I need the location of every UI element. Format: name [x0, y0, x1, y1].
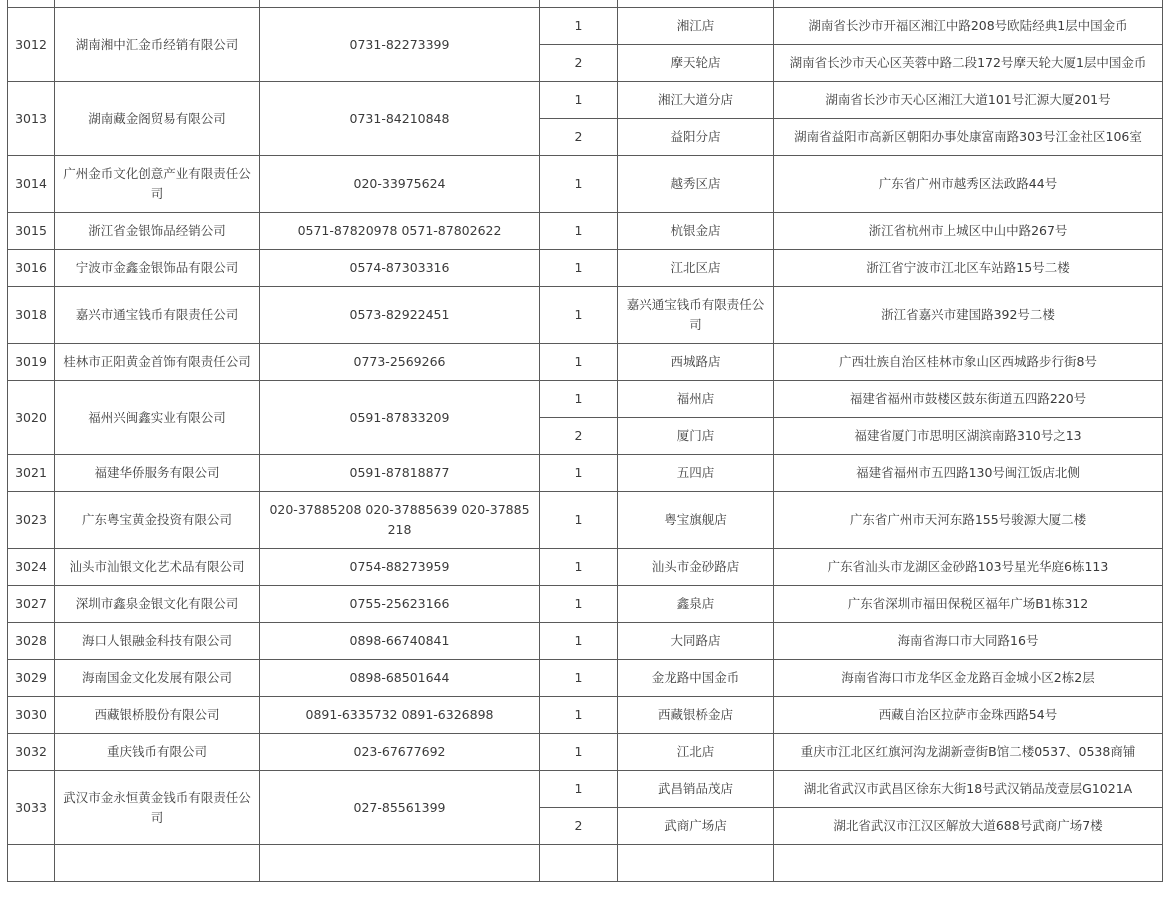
dealer-id-cell: 3015 [8, 213, 55, 250]
company-name-cell: 桂林市正阳黄金首饰有限责任公司 [55, 344, 260, 381]
phone-cell: 0755-25623166 [260, 586, 540, 623]
company-name-cell: 武汉市金永恒黄金钱币有限责任公司 [55, 771, 260, 845]
store-name-cell: 越秀区店 [618, 156, 774, 213]
store-address-cell: 广东省广州市越秀区法政路44号 [774, 156, 1163, 213]
dealer-id-cell: 3030 [8, 697, 55, 734]
store-address-cell: 浙江省宁波市江北区车站路15号二楼 [774, 250, 1163, 287]
table-row [8, 156, 1163, 213]
table-row [8, 82, 1163, 119]
store-number-cell: 2 [540, 45, 618, 82]
dealer-id-cell: 3023 [8, 492, 55, 549]
store-name-cell: 江北区店 [618, 250, 774, 287]
table-row-partial [8, 845, 1163, 882]
store-number-cell: 1 [540, 287, 618, 344]
company-name-cell: 福建华侨服务有限公司 [55, 455, 260, 492]
dealer-id-cell: 3016 [8, 250, 55, 287]
store-number-cell: 1 [540, 156, 618, 213]
table-row [8, 250, 1163, 287]
dealer-id-cell: 3028 [8, 623, 55, 660]
phone-cell: 0591-87818877 [260, 455, 540, 492]
store-name-cell: 摩天轮店 [618, 45, 774, 82]
store-address-cell: 广西壮族自治区桂林市象山区西城路步行街8号 [774, 344, 1163, 381]
store-name-cell: 益阳分店 [618, 119, 774, 156]
store-number-cell: 1 [540, 623, 618, 660]
table-row [8, 586, 1163, 623]
dealer-table [7, 0, 1163, 882]
store-number-cell: 1 [540, 82, 618, 119]
company-name-cell: 浙江省金银饰品经销公司 [55, 213, 260, 250]
store-name-cell: 武商广场店 [618, 808, 774, 845]
store-address-cell: 湖北省武汉市江汉区解放大道688号武商广场7楼 [774, 808, 1163, 845]
store-name-cell: 金龙路中国金币 [618, 660, 774, 697]
table-row [8, 381, 1163, 418]
store-number-cell: 1 [540, 697, 618, 734]
store-number-cell: 1 [540, 660, 618, 697]
phone-cell: 0731-82273399 [260, 8, 540, 82]
phone-cell: 023-67677692 [260, 734, 540, 771]
store-address-cell: 湖南省长沙市开福区湘江中路208号欧陆经典1层中国金币 [774, 8, 1163, 45]
store-address-cell: 重庆市江北区红旗河沟龙湖新壹街B馆二楼0537、0538商铺 [774, 734, 1163, 771]
table-row [8, 455, 1163, 492]
store-number-cell: 1 [540, 771, 618, 808]
dealer-id-cell: 3021 [8, 455, 55, 492]
store-number-cell: 1 [540, 8, 618, 45]
store-number-cell: 1 [540, 492, 618, 549]
store-number-cell: 1 [540, 344, 618, 381]
table-row [8, 697, 1163, 734]
table-row [8, 492, 1163, 549]
empty-cell [540, 845, 618, 882]
table-row [8, 549, 1163, 586]
phone-cell: 020-37885208 020-37885639 020-37885218 [260, 492, 540, 549]
store-number-cell: 2 [540, 418, 618, 455]
company-name-cell: 深圳市鑫泉金银文化有限公司 [55, 586, 260, 623]
store-name-cell: 汕头市金砂路店 [618, 549, 774, 586]
dealer-id-cell: 3027 [8, 586, 55, 623]
phone-cell: 0898-68501644 [260, 660, 540, 697]
store-address-cell: 广东省汕头市龙湖区金砂路103号星光华庭6栋113 [774, 549, 1163, 586]
store-number-cell: 1 [540, 455, 618, 492]
phone-cell: 020-33975624 [260, 156, 540, 213]
company-name-cell: 湖南藏金阁贸易有限公司 [55, 82, 260, 156]
empty-cell [260, 845, 540, 882]
company-name-cell: 重庆钱币有限公司 [55, 734, 260, 771]
store-name-cell: 西藏银桥金店 [618, 697, 774, 734]
store-name-cell: 西城路店 [618, 344, 774, 381]
dealer-id-cell: 3024 [8, 549, 55, 586]
store-name-cell: 嘉兴通宝钱币有限责任公司 [618, 287, 774, 344]
empty-cell [618, 845, 774, 882]
store-number-cell: 1 [540, 250, 618, 287]
store-address-cell: 浙江省嘉兴市建国路392号二楼 [774, 287, 1163, 344]
empty-cell [774, 845, 1163, 882]
store-address-cell: 海南省海口市龙华区金龙路百金城小区2栋2层 [774, 660, 1163, 697]
phone-cell: 0754-88273959 [260, 549, 540, 586]
company-name-cell: 广东粤宝黄金投资有限公司 [55, 492, 260, 549]
store-name-cell: 湘江店 [618, 8, 774, 45]
store-address-cell: 浙江省杭州市上城区中山中路267号 [774, 213, 1163, 250]
empty-cell [55, 845, 260, 882]
store-number-cell: 1 [540, 549, 618, 586]
dealer-id-cell: 3032 [8, 734, 55, 771]
company-name-cell: 宁波市金鑫金银饰品有限公司 [55, 250, 260, 287]
store-address-cell: 广东省广州市天河东路155号骏源大厦二楼 [774, 492, 1163, 549]
store-address-cell: 福建省厦门市思明区湖滨南路310号之13 [774, 418, 1163, 455]
table-row-partial [8, 0, 1163, 8]
store-name-cell: 五四店 [618, 455, 774, 492]
company-name-cell: 广州金币文化创意产业有限责任公司 [55, 156, 260, 213]
table-row [8, 660, 1163, 697]
table-row [8, 623, 1163, 660]
company-name-cell: 西藏银桥股份有限公司 [55, 697, 260, 734]
store-name-cell: 杭银金店 [618, 213, 774, 250]
store-address-cell: 西藏自治区拉萨市金珠西路54号 [774, 697, 1163, 734]
store-number-cell: 2 [540, 119, 618, 156]
store-name-cell: 湘江大道分店 [618, 82, 774, 119]
phone-cell: 027-85561399 [260, 771, 540, 845]
table-row [8, 771, 1163, 808]
dealer-id-cell: 3020 [8, 381, 55, 455]
table-row [8, 344, 1163, 381]
empty-cell [8, 845, 55, 882]
store-name-cell: 武昌销品茂店 [618, 771, 774, 808]
store-address-cell: 福建省福州市鼓楼区鼓东街道五四路220号 [774, 381, 1163, 418]
company-name-cell: 海口人银融金科技有限公司 [55, 623, 260, 660]
phone-cell: 0891-6335732 0891-6326898 [260, 697, 540, 734]
store-address-cell: 湖南省长沙市天心区湘江大道101号汇源大厦201号 [774, 82, 1163, 119]
store-number-cell: 1 [540, 586, 618, 623]
store-address-cell: 湖南省长沙市天心区芙蓉中路二段172号摩天轮大厦1层中国金币 [774, 45, 1163, 82]
dealer-id-cell: 3018 [8, 287, 55, 344]
company-name-cell: 湖南湘中汇金币经销有限公司 [55, 8, 260, 82]
dealer-id-cell: 3033 [8, 771, 55, 845]
table-row [8, 734, 1163, 771]
phone-cell: 0773-2569266 [260, 344, 540, 381]
phone-cell: 0898-66740841 [260, 623, 540, 660]
store-address-cell: 海南省海口市大同路16号 [774, 623, 1163, 660]
company-name-cell: 海南国金文化发展有限公司 [55, 660, 260, 697]
store-name-cell: 江北店 [618, 734, 774, 771]
store-number-cell: 1 [540, 213, 618, 250]
table-row [8, 8, 1163, 45]
store-name-cell: 鑫泉店 [618, 586, 774, 623]
dealer-id-cell: 3019 [8, 344, 55, 381]
phone-cell: 0591-87833209 [260, 381, 540, 455]
phone-cell: 0571-87820978 0571-87802622 [260, 213, 540, 250]
store-address-cell: 湖南省益阳市高新区朝阳办事处康富南路303号江金社区106室 [774, 119, 1163, 156]
phone-cell: 0731-84210848 [260, 82, 540, 156]
store-name-cell: 福州店 [618, 381, 774, 418]
store-address-cell: 广东省深圳市福田保税区福年广场B1栋312 [774, 586, 1163, 623]
table-row [8, 287, 1163, 344]
dealer-id-cell: 3013 [8, 82, 55, 156]
store-number-cell: 1 [540, 734, 618, 771]
store-name-cell: 厦门店 [618, 418, 774, 455]
dealer-id-cell: 3012 [8, 8, 55, 82]
store-address-cell: 湖北省武汉市武昌区徐东大街18号武汉销品茂壹层G1021A [774, 771, 1163, 808]
company-name-cell: 嘉兴市通宝钱币有限责任公司 [55, 287, 260, 344]
table-row [8, 213, 1163, 250]
store-number-cell: 1 [540, 381, 618, 418]
phone-cell: 0574-87303316 [260, 250, 540, 287]
phone-cell: 0573-82922451 [260, 287, 540, 344]
store-number-cell: 2 [540, 808, 618, 845]
dealer-id-cell: 3014 [8, 156, 55, 213]
store-address-cell: 福建省福州市五四路130号闽江饭店北侧 [774, 455, 1163, 492]
store-name-cell: 粤宝旗舰店 [618, 492, 774, 549]
company-name-cell: 福州兴闽鑫实业有限公司 [55, 381, 260, 455]
store-name-cell: 大同路店 [618, 623, 774, 660]
dealer-id-cell: 3029 [8, 660, 55, 697]
company-name-cell: 汕头市汕银文化艺术品有限公司 [55, 549, 260, 586]
